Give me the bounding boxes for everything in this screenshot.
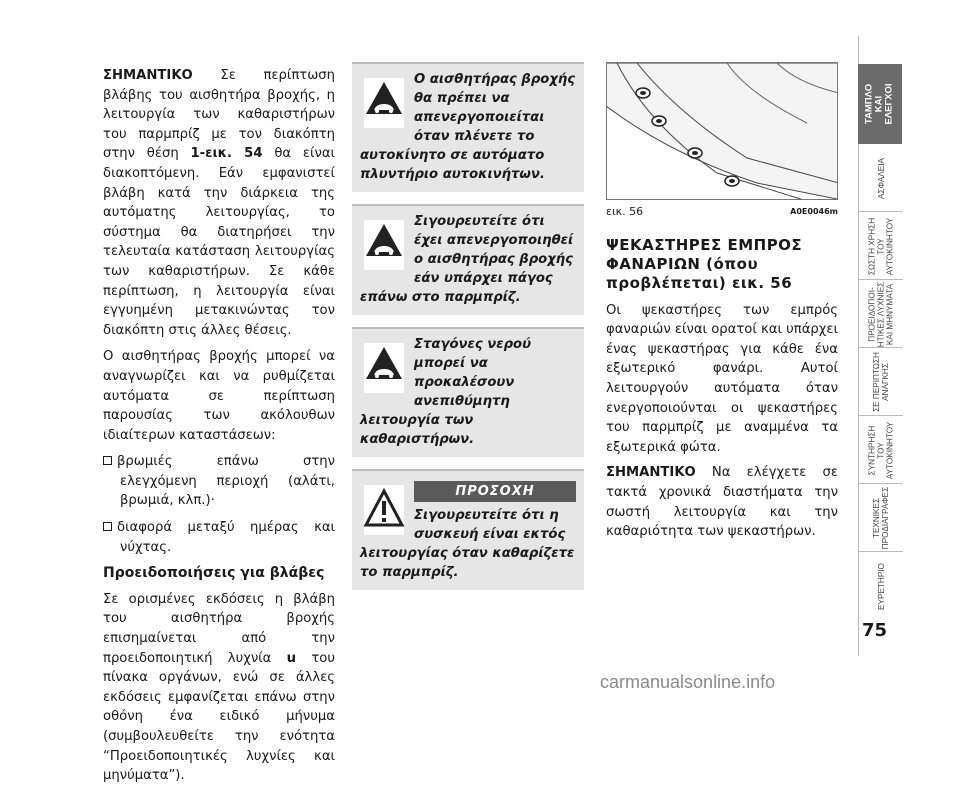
warning-triangle-icon [360, 481, 408, 539]
column-middle [352, 62, 584, 602]
column-right [606, 62, 838, 548]
paragraph-faults: Σε ορισμένες εκδόσεις η βλάβη του αισθητήρα βροχής επισημαίνεται από την προειδοποιητική λυχνία u του πίνακα οργάνων, ενώ σε άλλες εκδόσεις εμφανίζεται επάνω στην οθόνη ένα ειδικό μήνυμα (συμβουλευθείτε την ενότητα “Προειδοποιητικές λυχνίες και μηνύματα”). [103, 591, 335, 784]
tab-safety[interactable]: ΑΣΦΑΛΕΙΑ [858, 144, 903, 212]
important-text-2: θα είναι διακοπτόμενη. Εάν εμφανιστεί βλάβη κατά την διάρκεια της αυτόματης λειτουργίας, το σύστημα θα διατηρήσει την τελευταία κατάσταση λειτουργίας των καθαριστήρων. Σε κάθε περίπτωση, η λειτουργία είναι εγγυημένη μετακινώντας τον διακόπτη στις άλλες θέσεις. [103, 146, 335, 338]
section-title-headlight-washers: ΨΕΚΑΣΤΗΡΕΣ ΕΜΠΡΟΣ ΦΑΝΑΡΙΩΝ (όπου προβλέπεται) εικ. 56 [606, 235, 803, 292]
note-box-car-wash: Ο αισθητήρας βροχής θα πρέπει να απενεργοποιείται όταν πλένετε το αυτοκίνητο σε αυτόματο πλυντήριο αυτοκινήτων. [352, 62, 584, 192]
note-box-ice: Σιγουρευτείτε ότι έχει απενεργοποιηθεί ο αισθητήρας βροχής εάν υπάρχει πάγος επάνω στο παρμπρίζ. [352, 204, 584, 315]
watermark: carmanualsonline.info [600, 672, 776, 692]
warning-box: ΠΡΟΣΟΧΗ Σιγουρευτείτε ότι η συσκευή είναι εκτός λειτουργίας όταν καθαρίζετε το παρμπρίζ. [352, 469, 584, 590]
warning-title: ΠΡΟΣΟΧΗ [414, 481, 576, 502]
car-wash-icon [360, 339, 408, 397]
headlight-washer-figure [606, 62, 838, 200]
headlight-washer-illustration [607, 63, 838, 200]
bullet-item: διαφορά μεταξύ ημέρας και νύχτας. [103, 518, 335, 557]
important-label: ΣΗΜΑΝΤΙΚΟ [103, 68, 193, 83]
tab-technical-specs[interactable]: ΤΕΧΝΙΚΕΣ ΠΡΟΔΙΑΓΡΑΦΕΣ [858, 484, 903, 552]
paragraph-important [103, 66, 335, 340]
paragraph-important-2: ΣΗΜΑΝΤΙΚΟ Να ελέγχετε σε τακτά χρονικά διαστήματα την σωστή λειτουργία και την καθαριότητα των ψεκαστήρων. [606, 465, 838, 540]
figure-caption: εικ. 56 [606, 205, 644, 218]
tab-dashboard-controls[interactable]: ΤΑΜΠΛΟ ΚΑΙ ΕΛΕΓΧΟΙ [858, 64, 902, 144]
figure-reference: 1-εικ. 54 [190, 146, 263, 162]
figure-caption-row [606, 202, 838, 222]
tab-correct-use[interactable]: ΣΩΣΤΗ ΧΡΗΣΗ ΤΟΥ ΑΥΤΟΚΙΝΗΤΟΥ [858, 212, 903, 280]
tab-warning-lights[interactable]: ΠΡΟΕΙΔΟΠΟΙ- ΗΤΙΚΕΣ ΛΥΧΝΙΕΣ ΚΑΙ ΜΗΝΥΜΑΤΑ [858, 280, 903, 348]
tab-emergency[interactable]: ΣΕ ΠΕΡΙΠΤΩΣΗ ΑΝΑΓΚΗΣ [858, 348, 903, 416]
tab-index[interactable]: ΕΥΡΕΤΗΡΙΟ [858, 552, 903, 620]
column-left [103, 66, 335, 793]
page-number: 75 [862, 620, 888, 641]
checkbox-bullet-icon [103, 522, 112, 531]
paragraph-headlight-washers: Οι ψεκαστήρες των εμπρός φαναριών είναι ορατοί και υπάρχει ένας ψεκαστήρας για κάθε ένα εξωτερικό φανάρι. Αυτοί λειτουργούν αυτόματα όταν ενεργοποιούνται οι ψεκαστήρες του παρμπρίζ με αναμμένα τα εξωτερικά φώτα. [606, 302, 838, 455]
figure-code: A0E0046m [790, 207, 838, 216]
checkbox-bullet-icon [103, 456, 112, 465]
car-wash-icon [360, 74, 408, 132]
warning-light-icon: u [286, 650, 297, 666]
section-heading-faults: Προειδοποιήσεις για βλάβες [103, 565, 325, 582]
tab-maintenance[interactable]: ΣΥΝΤΗΡΗΣΗ ΤΟΥ ΑΥΤΟΚΙΝΗΤΟΥ [858, 416, 903, 484]
car-wash-icon [360, 216, 408, 274]
paragraph-sensor: Ο αισθητήρας βροχής μπορεί να αναγνωρίζει και να ρυθμίζεται αυτόματα σε περίπτωση παρουσίας των ακόλουθων ιδιαίτερων καταστάσεων: [103, 349, 335, 443]
important-text: Σε περίπτωση βλάβης του αισθητήρα βροχής, η λειτουργία των καθαριστήρων του παρμπρίζ με τον διακόπτη στην θέση [103, 68, 335, 162]
note-box-water: Σταγόνες νερού μπορεί να προκαλέσουν ανεπιθύμητη λειτουργία των καθαριστήρων. [352, 327, 584, 457]
chapter-tabs [858, 64, 902, 620]
bullet-item: βρωμιές επάνω στην ελεγχόμενη περιοχή (αλάτι, βρωμιά, κλπ.)· [103, 452, 335, 511]
